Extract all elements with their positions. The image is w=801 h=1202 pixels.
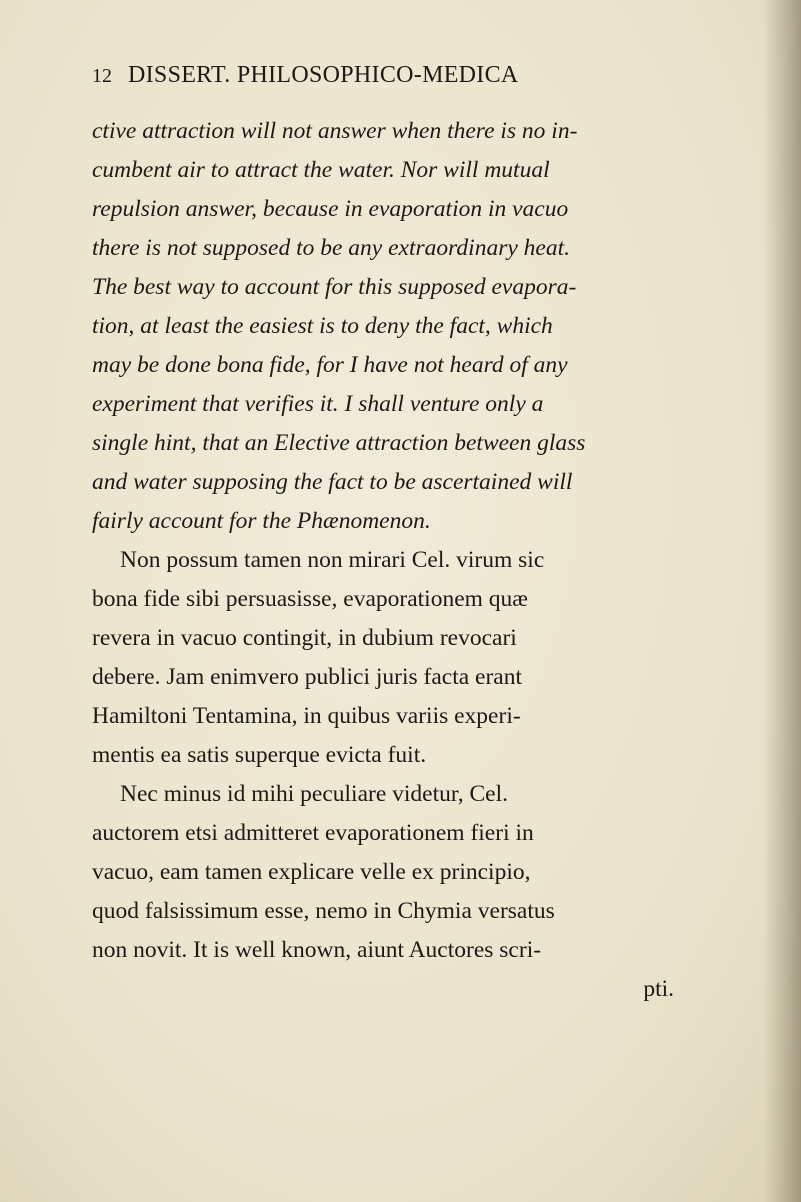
text-line: vacuo, eam tamen explicare velle ex principio, bbox=[92, 859, 531, 885]
text-line: single hint, that an Elective attraction between glass bbox=[92, 430, 586, 456]
text-line: fairly account for the Phænomenon. bbox=[92, 508, 431, 534]
catchword: pti. bbox=[643, 976, 674, 1002]
text-line: Non possum tamen non mirari Cel. virum sic bbox=[120, 547, 545, 573]
text-line: there is not supposed to be any extraordinary heat. bbox=[92, 235, 570, 261]
text-line: ctive attraction will not answer when there is no in- bbox=[92, 118, 578, 144]
running-header bbox=[92, 62, 692, 102]
text-line: repulsion answer, because in evaporation in vacuo bbox=[92, 196, 569, 222]
text-line: tion, at least the easiest is to deny the fact, which bbox=[92, 313, 553, 339]
text-line: auctorem etsi admitteret evaporationem fieri in bbox=[92, 820, 534, 846]
text-line: bona fide sibi persuasisse, evaporationem quæ bbox=[92, 586, 528, 612]
text-line: and water supposing the fact to be ascertained will bbox=[92, 469, 573, 495]
text-line: The best way to account for this supposed evapora- bbox=[92, 274, 577, 300]
text-line: non novit. It is well known, aiunt Auctores scri- bbox=[92, 937, 542, 963]
text-line: Nec minus id mihi peculiare videtur, Cel. bbox=[120, 781, 509, 807]
text-line: experiment that verifies it. I shall venture only a bbox=[92, 391, 544, 417]
body-text bbox=[92, 112, 702, 1009]
text-line: Hamiltoni Tentamina, in quibus variis experi- bbox=[92, 703, 521, 729]
text-line: may be done bona fide, for I have not heard of any bbox=[92, 352, 568, 378]
text-line: cumbent air to attract the water. Nor will mutual bbox=[92, 157, 550, 183]
text-line: mentis ea satis superque evicta fuit. bbox=[92, 742, 427, 768]
running-title: DISSERT. PHILOSOPHICO-MEDICA bbox=[128, 62, 519, 88]
text-line: revera in vacuo contingit, in dubium revocari bbox=[92, 625, 517, 651]
page-number: 12 bbox=[92, 65, 112, 87]
text-line: quod falsissimum esse, nemo in Chymia versatus bbox=[92, 898, 555, 924]
text-line: debere. Jam enimvero publici juris facta erant bbox=[92, 664, 522, 690]
page-edge-shadow bbox=[763, 0, 801, 1202]
